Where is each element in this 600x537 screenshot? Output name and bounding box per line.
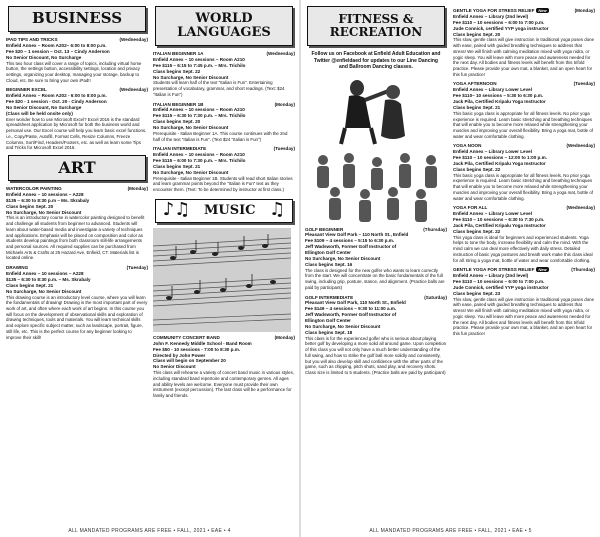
course-detail-line: Class begins Sept. 16: [305, 261, 353, 267]
course-detail-line: Class begins Sept. 23: [453, 290, 501, 296]
course-entry: [453, 8, 595, 77]
course-description: This class will rehearse a variety of concert band music in various styles, including standard band repertoire and contemporary genres. All ages and ability levels are welcome. Everyone must provide their own instrument (except percussion). The last class will be a performance for family and friends.: [153, 370, 295, 398]
sheet-music-photo: [153, 228, 291, 332]
course-detail-line: Class begins Sept. 21: [453, 104, 501, 110]
art-courses: [6, 186, 148, 340]
golf-courses: [305, 227, 447, 376]
new-badge: New: [538, 267, 547, 273]
business-title: BUSINESS: [31, 9, 123, 28]
fitness-title-line1: FITNESS &: [338, 12, 414, 27]
course-title: YOGA AFTERNOON: [453, 81, 497, 87]
course-detail-line: Ellington Golf Center: [305, 318, 351, 323]
course-entry: [153, 102, 295, 143]
course-entry: [153, 335, 295, 399]
course-detail-line: Enfield Annex – Library (2nd level): [453, 273, 529, 279]
course-description: This yoga class is ideal for beginners and experienced students. Yoga helps to tone the body, increase flexibility and calm the mind. With the mind calm we can deal more effectively with daily stress. Detailed instruction of basic yoga postures and breath work make this class ideal for all. Bring a yoga mat, bottle of water and wear comfortable clothing.: [453, 234, 593, 263]
business-courses: [6, 37, 148, 151]
course-detail-line: Class begins Sept. 20: [453, 31, 501, 37]
course-title: GENTLE YOGA FOR STRESS RELIEF: [453, 8, 535, 13]
course-entry: [453, 143, 595, 201]
course-detail-line: No Surcharge, No Senior Discount: [6, 288, 82, 294]
course-detail-line: Class begins Sept. 22: [453, 166, 501, 172]
music-courses: [153, 335, 295, 399]
course-detail-line: Fee $149 – 4 sessions – 9:30 to 11:00 a.m.: [305, 306, 397, 312]
fitness-intro-text: Follow us on Facebook at Enfield Adult Education and Twitter @enfieldaed for updates to our Line Dancing and Ballroom Dancing classes.: [311, 51, 441, 70]
course-detail-line: Enfield Annex – Library Lower Level: [453, 149, 532, 155]
course-detail-line: Ellington Golf Center: [305, 250, 351, 255]
course-entry: [153, 51, 295, 98]
course-detail-line: Directed by John Power: [153, 352, 206, 358]
column-business-art: [6, 6, 148, 344]
course-description: Students will learn half of the text "Italian is Fun". Entertaining presentation of vocabulary, grammar, and short readings. (Text: $24 "Italian is Fun"): [153, 80, 285, 97]
course-description: This class is for the experienced golfer who is serious about playing better golf by developing a more solid all around game. Upon completion of this class you will not only have a much better understanding of the full swing, and how to strike the golf ball more solidly and consistently, but you will also develop skill and confidence with the other parts of the game, such as chipping, pitch shots, sand play, and recovery shots. Class size is limited to 5 students. (Practice balls are paid by participant): [305, 335, 447, 375]
course-detail-line: Fee $115 – 6:30 to 7:30 p.m. – Mrs. Trichilo: [153, 113, 246, 119]
course-detail-line: No Surcharge, No Senior Discount: [153, 125, 229, 131]
course-description: This slow, gentle class will give instruction in traditional yoga poses done with ease, paired with guided breathing techniques to address that stress! We will finish with calming meditation mixed with yoga nidra, or yogic sleep. You will leave with more peace and awareness needed for the next day. All bodies and fitness levels will benefit from this trifold practice. Please provide your own mat, a blanket, and an open heart for this fun practice!: [453, 37, 595, 77]
course-detail-line: Class begins Sept. 21: [153, 163, 201, 169]
course-title: ITALIAN INTERMEDIATE: [153, 146, 207, 152]
column-fitness-golf: [305, 6, 447, 380]
course-title: WATERCOLOR PAINTING: [6, 186, 62, 192]
course-day: (Tuesday): [573, 81, 595, 87]
course-detail-line: Class begins Sept. 18: [305, 329, 353, 335]
course-detail-line: Enfield Annex – 10 sessions – A228: [6, 191, 84, 197]
course-detail-line: No Surcharge, No Senior Discount: [305, 323, 381, 329]
course-title: GOLF INTERMEDIATE: [305, 294, 354, 300]
course-entry: [453, 267, 595, 336]
course-detail-line: Jeff Wadsworth, Former Golf Instructor of: [305, 312, 397, 318]
course-entry: [453, 81, 595, 139]
course-detail-line: Fee $110– 10 sessions – 5:30 to 6:30 p.m.: [453, 93, 544, 99]
fitness-title-line2: RECREATION: [329, 25, 423, 39]
course-title: GOLF BEGINNER: [305, 226, 344, 232]
course-title: YOGA NOON: [453, 143, 482, 149]
course-day: (Wednesday): [266, 51, 295, 56]
course-detail-line: Pleasant View Golf Park – 110 North St., Enfield: [305, 232, 409, 238]
course-title: COMMUNITY CONCERT BAND: [153, 334, 220, 340]
course-entry: [6, 265, 148, 340]
music-title: MUSIC: [203, 203, 256, 219]
course-detail-line: No Senior Discount, No Surcharge: [6, 105, 82, 110]
course-day: (Monday): [127, 186, 148, 192]
course-detail-line: $135 – 6:30 to 8:30 p.m. – Ms. Skrabaly: [6, 276, 91, 282]
course-detail-line: Class begins Sept. 21: [6, 282, 54, 288]
art-banner: [8, 155, 146, 181]
course-detail-line: No Surcharge, No Senior Discount: [305, 255, 381, 261]
course-description: This basic yoga class is appropriate for all fitness levels. No prior yoga experience is required. Learn basic stretching and breathing techniques that will enable you to become more relaxed while strengthening your muscles and improving your overall flexibility. Bring a yoga mat, bottle of water and wear comfortable clothing.: [453, 110, 593, 139]
course-title: BEGINNER EXCEL: [6, 87, 47, 93]
course-description: This two hour class will cover a range of topics, including virtual home button, the settings button, accessibility settings, location and privacy settings, organizing your desktop, managing your storage, backup to Cloud, etc. Be sure to bring your own iPad!!: [6, 60, 142, 83]
course-entry: [453, 205, 595, 263]
course-detail-line: Class begins Sept. 20: [6, 203, 54, 209]
course-detail-line: No Surcharge, No Senior Discount: [6, 209, 82, 215]
course-detail-line: Enfield Annex – 10 sessions – A228: [6, 271, 84, 277]
course-day: (Thursday): [571, 267, 595, 273]
music-notes-icon-right: ♫: [269, 199, 286, 221]
page-footer-right: ALL MANDATED PROGRAMS ARE FREE • FALL, 2021 • EAE • 5: [369, 528, 532, 534]
course-detail-line: Jude Connick, certified YYP yoga instructor: [453, 284, 549, 290]
music-notes-icon: ♪♫: [162, 199, 191, 221]
course-detail-line: Enfield Annex – Library Lower Level: [453, 87, 532, 93]
course-description: Ever wonder how to use Microsoft Excel? Excel 2016 is the standard spreadsheet application by Microsoft for both the business world and personal use. Our Excel course will help you learn basic excel functions, i.e., Copy/Paste, Autofill, Format Cells, Resize Columns, Freeze Columns, Sort/Find, Headers/Footers, etc. as well as learn some Tips and Tricks for Microsoft Excel 2016.: [6, 116, 147, 151]
course-detail-line: Fee $115 – 6:15 to 7:45 p.m. – Mrs. Trichilo: [153, 62, 246, 68]
course-detail-line: Enfield Annex – Library Lower Level: [453, 211, 532, 217]
course-title: YOGA FOR ALL: [453, 205, 488, 211]
course-entry: [305, 227, 447, 291]
course-title: GENTLE YOGA FOR STRESS RELIEF: [453, 267, 535, 273]
course-detail-line: Jack Pila, Certified Kripalu Yoga Instructor: [453, 99, 546, 105]
course-day: (Tuesday): [126, 265, 148, 271]
course-detail-line: Jeff Wadsworth, Former Golf Instructor of: [305, 244, 397, 250]
course-entry: [153, 146, 295, 193]
course-entry: [305, 295, 447, 376]
course-title: ITALIAN BEGINNER 1A: [153, 51, 204, 56]
course-detail-line: Enfield Annex – Library (2nd level): [453, 13, 529, 19]
course-detail-line: Enfield Annex – 10 sessions – Room A210: [153, 152, 245, 158]
course-entry: [6, 37, 148, 83]
course-day: (Saturday): [424, 294, 447, 300]
course-detail-line: Enfield Annex – Room A202 - 6:00 to 8:00 p.m.: [6, 93, 107, 99]
course-description: Prerequisite - Italian Beginner 1A. This course continues with the 2nd half of the text "Italian is Fun". (Text $24 "Italian is Fun"): [153, 130, 288, 142]
course-detail-line: No Senior Discount: [153, 364, 196, 370]
course-day: (Wednesday): [566, 205, 595, 211]
course-description: This slow, gentle class will give instruction in traditional yoga poses done with ease, paired with guided breathing techniques to address that stress! We will finish with calming meditation mixed with yoga nidra, or yogic sleep. You will leave with more peace and awareness needed for the next day. All bodies and fitness levels will benefit from this trifold practice. Please provide your own mat, a blanket, and an open heart for this fun practice!: [453, 296, 595, 336]
course-detail-line: Jack Pila, Certified Kripalu Yoga Instructor: [453, 161, 546, 166]
languages-courses: [153, 51, 295, 193]
course-detail-line: Jack Pila, Certified Kripalu Yoga Instructor: [453, 222, 546, 228]
course-detail-line: No Senior Discount, No Surcharge: [6, 54, 82, 60]
course-detail-line: Class will begin on September 20: [153, 358, 226, 364]
course-detail-line: Fee $50 - 10 sessions - 7:00 to 8:30 p.m.: [153, 346, 241, 352]
course-detail-line: Class begins Sept. 20: [153, 119, 201, 125]
music-banner: [155, 199, 293, 223]
art-title: ART: [58, 157, 96, 177]
course-detail-line: Fee $110 – 10 sessions – 6:30 to 7:30 p.m.: [453, 217, 545, 223]
course-detail-line: John F. Kennedy Middle School - Band Room: [153, 340, 252, 346]
business-banner: [8, 6, 146, 32]
course-description: Prerequisite - Italian Beginner 1B. Students will read short Italian stories and learn grammar points beyond the "Italian is Fun" text as they encounter them. (Text: To be determined by instructor at first class.): [153, 175, 293, 193]
course-description: The class is designed for the new golfer who wants to learn correctly from the start. We will concentrate on the basic fundamentals of the full swing, including grip, posture, stance, and alignment. (Practice balls are paid by participant): [305, 267, 445, 290]
course-title: IPAD TIPS AND TRICKS: [6, 37, 58, 42]
course-detail-line: Fee $109 – 4 sessions – 5:15 to 6:30 p.m.: [305, 238, 395, 244]
languages-title-line1: WORLD: [195, 11, 253, 27]
course-detail-line: No Surcharge, No Senior Discount: [153, 169, 229, 175]
course-detail-line: Class begins Sept. 22: [153, 68, 201, 74]
course-detail-line: Fee $110 – 10 sessions – 6:00 to 7:00 p.m.: [453, 279, 545, 285]
course-description: This drawing course is an introductory level course, where you will learn the fundamentals of drawing! Drawing is the most important part of every work of art, and often where each work of art begins. In this course you will focus on the development of observational skills and exploration of drawing techniques, tools and materials. You will learn technical skills and explore specific subject matter, such as landscape, portrait, figure, still life, etc. This is the perfect course for any beginner looking to improve their skill!: [6, 294, 148, 340]
course-detail-line: Enfield Annex – 10 sessions – Room A210: [153, 107, 245, 113]
languages-title-line2: LANGUAGES: [177, 25, 271, 40]
course-description: This is an introductory course in watercolor painting designed to benefit and challenge all students from beginner to advanced. Students will learn about water-based media and investigate a variety of techniques and applications. Emphasis will be placed on composition and color as students develop paintings from both classroom still-life arrangements and personal sources. All required supplies can be purchased from Michaels Arts & Crafts at 25 Hazard Ave, Enfield, CT. Materials list is located online.: [6, 215, 145, 261]
course-detail-line: Fee $20 – 1 session – Oct. 13 – Cindy Anderson: [6, 48, 110, 54]
course-detail-line: $135 – 6:30 to 8:30 p.m – Ms. Skrabaly: [6, 197, 90, 203]
column-yoga: [453, 8, 595, 341]
dancers-photo: [305, 74, 447, 224]
new-badge: New: [538, 8, 547, 13]
fitness-banner: [307, 6, 445, 46]
course-detail-line: Class begins Sept. 22: [453, 228, 501, 234]
course-day: (Thursday): [423, 226, 447, 232]
page-footer-left: ALL MANDATED PROGRAMS ARE FREE • FALL, 2021 • EAE • 4: [68, 528, 231, 534]
course-detail-line: (Class will be held onsite only): [6, 110, 73, 116]
course-detail-line: Pleasant View Golf Park, 110 North St., Enfield: [305, 300, 406, 306]
course-day: (Monday): [274, 101, 295, 107]
course-day: (Tuesday): [273, 146, 295, 152]
course-detail-line: Enfield Annex – Room A202– 6:00 to 8:00 p.m.: [6, 42, 107, 48]
course-description: This basic yoga class is appropriate for all fitness levels. No prior yoga experience is required. Learn basic stretching and breathing techniques that will enable you to become more relaxed while strengthening your muscles and improving your overall flexibility. Bring a yoga mat, bottle of water and wear comfortable clothing.: [453, 172, 593, 201]
course-day: (Wednesday): [119, 87, 148, 93]
column-languages-music: [153, 6, 295, 403]
yoga-courses: [453, 8, 595, 337]
course-detail-line: Fee $20 - 1 session - Oct. 20 - Cindy Anderson: [6, 99, 107, 105]
course-detail-line: Enfield Annex – 10 sessions – Room A210: [153, 56, 245, 62]
course-detail-line: Fee $110 – 10 sessions – 12:00 to 1:00 p.m.: [453, 155, 547, 161]
course-detail-line: No Surcharge, No Senior Discount: [153, 74, 229, 80]
course-day: (Monday): [274, 334, 295, 340]
course-day: (Monday): [574, 8, 595, 13]
course-title-row: [453, 8, 595, 14]
languages-banner: [155, 6, 293, 46]
course-entry: [6, 186, 148, 261]
course-day: (Wednesday): [119, 37, 148, 42]
course-detail-line: Jude Connick, certified YYP yoga instructor: [453, 25, 549, 31]
course-day: (Wednesday): [566, 143, 595, 149]
course-entry: [6, 87, 148, 151]
course-detail-line: Fee $110 – 10 sessions – 6:00 to 7:00 p.m.: [453, 19, 545, 25]
page-right: [301, 0, 600, 537]
course-title: DRAWING: [6, 265, 29, 271]
course-title: ITALIAN BEGINNER 1B: [153, 101, 204, 107]
page-left: [0, 0, 299, 537]
course-detail-line: Fee $115 – 6:00 to 7:30 p.m. – Mrs. Trichilo: [153, 158, 246, 164]
